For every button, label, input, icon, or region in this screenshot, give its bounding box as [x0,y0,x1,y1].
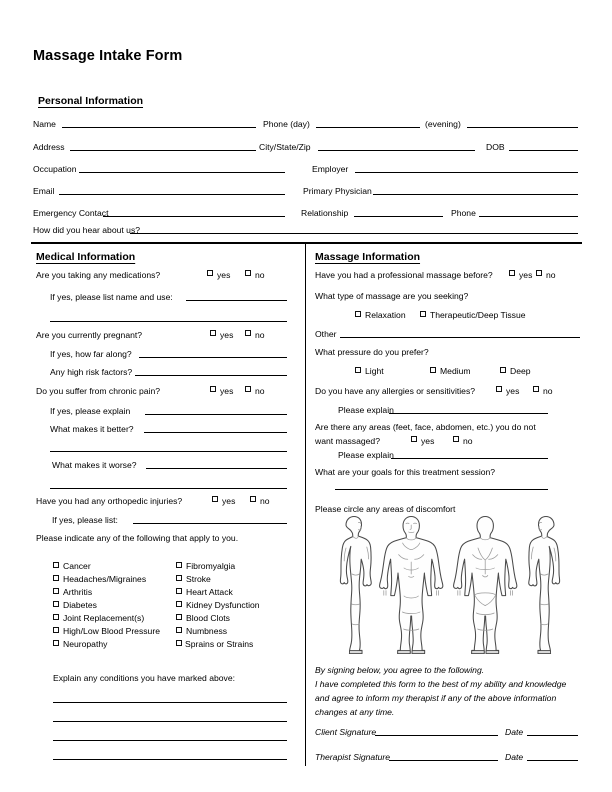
label-condition-heart-attack: Heart Attack [186,587,233,597]
input-therapist-signature[interactable] [389,760,498,761]
checkbox-pregnant-no[interactable] [245,330,251,336]
input-medications-followup-2[interactable] [50,321,287,322]
input-goals[interactable] [335,489,548,490]
section-heading-medical-information: Medical Information [36,251,136,263]
agreement-line-1: By signing below, you agree to the following. [315,665,485,675]
input-city-state-zip[interactable] [318,150,475,151]
input-explain-conditions-1[interactable] [53,702,287,703]
agreement-line-4: changes at any time. [315,707,395,717]
input-avoid-explain[interactable] [391,458,548,459]
label-client-signature: Client Signature [315,727,377,737]
input-chronic-worse-1[interactable] [146,468,287,469]
checkbox-chronic-pain-no[interactable] [245,386,251,392]
checkbox-condition-kidney-dysfunction[interactable] [176,601,182,607]
input-allergies-explain[interactable] [389,413,548,414]
question-goals: What are your goals for this treatment session? [315,467,496,477]
label-primary-physician: Primary Physician [303,186,372,196]
label-occupation: Occupation [33,164,77,174]
label-chronic-worse: What makes it worse? [52,460,137,470]
label-pregnant-risk: Any high risk factors? [50,367,133,377]
label-condition-stroke: Stroke [186,574,211,584]
label-hear-about-us: How did you hear about us? [33,225,141,235]
checkbox-condition-diabetes[interactable] [53,601,59,607]
checkbox-orthopedic-yes[interactable] [212,496,218,502]
input-explain-conditions-2[interactable] [53,721,287,722]
input-phone-day[interactable] [316,127,420,128]
label-circle-discomfort: Please circle any areas of discomfort [315,504,456,514]
label-pregnant-no: no [255,330,265,340]
checkbox-allergies-yes[interactable] [496,386,502,392]
body-figure-front [380,517,443,654]
checkbox-massage-type-relaxation[interactable] [355,311,361,317]
label-avoid-explain: Please explain [338,450,394,460]
label-condition-arthritis: Arthritis [63,587,93,597]
input-email[interactable] [59,194,285,195]
section-divider-vertical [305,244,306,766]
agreement-line-3: and agree to inform my therapist if any of the above information [315,693,557,703]
label-allergies-explain: Please explain [338,405,394,415]
label-therapist-date: Date [505,752,524,762]
label-condition-neuropathy: Neuropathy [63,639,108,649]
label-previous-massage-yes: yes [519,270,533,280]
label-condition-diabetes: Diabetes [63,600,97,610]
label-allergies-yes: yes [506,386,520,396]
label-phone-evening: (evening) [425,119,461,129]
checkbox-condition-heart-attack[interactable] [176,588,182,594]
body-diagram[interactable] [316,512,584,664]
agreement-line-2: I have completed this form to the best of my ability and knowledge [315,679,567,689]
input-primary-physician[interactable] [373,194,578,195]
section-heading-personal-information: Personal Information [38,95,144,107]
label-orthopedic-followup: If yes, please list: [52,515,118,525]
label-condition-kidney-dysfunction: Kidney Dysfunction [186,600,260,610]
label-avoid-areas-no: no [463,436,473,446]
checkbox-condition-sprains-or-strains[interactable] [176,640,182,646]
input-medications-followup-1[interactable] [186,300,287,301]
question-pressure: What pressure do you prefer? [315,347,429,357]
checkbox-condition-neuropathy[interactable] [53,640,59,646]
question-pregnant: Are you currently pregnant? [36,330,143,340]
label-orthopedic-yes: yes [222,496,236,506]
input-emergency-phone[interactable] [479,216,578,217]
input-chronic-better-1[interactable] [144,432,287,433]
question-avoid-areas-line2: want massaged? [315,436,380,446]
label-employer: Employer [312,164,349,174]
question-massage-type: What type of massage are you seeking? [315,291,469,301]
input-emergency-contact[interactable] [103,216,285,217]
checkbox-condition-blood-clots[interactable] [176,614,182,620]
checkbox-chronic-pain-yes[interactable] [210,386,216,392]
question-avoid-areas-line1: Are there any areas (feet, face, abdomen, etc.) you do not [315,422,536,432]
label-conditions-instruction: Please indicate any of the following that apply to you. [36,533,239,543]
label-phone-day: Phone (day) [263,119,310,129]
label-condition-cancer: Cancer [63,561,91,571]
label-avoid-areas-yes: yes [421,436,435,446]
label-orthopedic-no: no [260,496,270,506]
checkbox-medications-no[interactable] [245,270,251,276]
input-chronic-better-2[interactable] [50,451,287,452]
label-chronic-explain: If yes, please explain [50,406,131,416]
question-orthopedic: Have you had any orthopedic injuries? [36,496,183,506]
section-divider-horizontal [31,242,582,244]
label-relationship: Relationship [301,208,349,218]
checkbox-massage-type-therapeutic-deep-tissue[interactable] [420,311,426,317]
checkbox-condition-numbness[interactable] [176,627,182,633]
label-dob: DOB [486,142,505,152]
checkbox-pressure-medium[interactable] [430,367,436,373]
label-allergies-no: no [543,386,553,396]
label-name: Name [33,119,56,129]
label-pressure-deep: Deep [510,366,531,376]
checkbox-pregnant-yes[interactable] [210,330,216,336]
label-massage-type-other: Other [315,329,337,339]
body-figure-profile-left [340,517,371,654]
checkbox-orthopedic-no[interactable] [250,496,256,502]
input-phone-evening[interactable] [467,127,578,128]
input-employer[interactable] [355,172,578,173]
checkbox-avoid-areas-yes[interactable] [411,436,417,442]
label-email: Email [33,186,55,196]
input-client-signature[interactable] [375,735,498,736]
label-condition-blood-clots: Blood Clots [186,613,230,623]
label-condition-joint-replacements: Joint Replacement(s) [63,613,145,623]
label-pressure-light: Light [365,366,384,376]
label-pregnant-how-far: If yes, how far along? [50,349,132,359]
label-address: Address [33,142,65,152]
body-figure-back [454,517,517,654]
label-medications-yes: yes [217,270,231,280]
input-chronic-explain[interactable] [145,414,287,415]
question-chronic-pain: Do you suffer from chronic pain? [36,386,161,396]
checkbox-previous-massage-yes[interactable] [509,270,515,276]
question-medications: Are you taking any medications? [36,270,161,280]
checkbox-condition-joint-replacements[interactable] [53,614,59,620]
label-emergency-contact: Emergency Contact [33,208,109,218]
input-massage-type-other[interactable] [340,337,580,338]
label-pressure-medium: Medium [440,366,471,376]
input-explain-conditions-3[interactable] [53,740,287,741]
label-condition-fibromyalgia: Fibromyalgia [186,561,236,571]
label-explain-conditions: Explain any conditions you have marked above: [53,673,236,683]
checkbox-condition-headaches-migraines[interactable] [53,575,59,581]
label-chronic-better: What makes it better? [50,424,134,434]
label-previous-massage-no: no [546,270,556,280]
label-condition-blood-pressure: High/Low Blood Pressure [63,626,160,636]
checkbox-medications-yes[interactable] [207,270,213,276]
input-explain-conditions-4[interactable] [53,759,287,760]
checkbox-condition-cancer[interactable] [53,562,59,568]
checkbox-allergies-no[interactable] [533,386,539,392]
body-figure-profile-right [529,517,560,654]
label-city-state-zip: City/State/Zip [259,142,311,152]
input-dob[interactable] [509,150,578,151]
input-therapist-date[interactable] [527,760,578,761]
label-emergency-phone: Phone [451,208,476,218]
label-condition-numbness: Numbness [186,626,228,636]
page-title: Massage Intake Form [33,48,183,64]
label-chronic-pain-no: no [255,386,265,396]
checkbox-avoid-areas-no[interactable] [453,436,459,442]
input-chronic-worse-2[interactable] [50,488,287,489]
label-massage-type-therapeutic-deep-tissue: Therapeutic/Deep Tissue [430,310,526,320]
input-occupation[interactable] [79,172,285,173]
checkbox-condition-fibromyalgia[interactable] [176,562,182,568]
input-relationship[interactable] [354,216,443,217]
input-address[interactable] [70,150,256,151]
checkbox-pressure-light[interactable] [355,367,361,373]
input-name[interactable] [62,127,256,128]
checkbox-condition-arthritis[interactable] [53,588,59,594]
label-pregnant-yes: yes [220,330,234,340]
question-previous-massage: Have you had a professional massage before? [315,270,493,280]
section-heading-massage-information: Massage Information [315,251,421,263]
checkbox-condition-stroke[interactable] [176,575,182,581]
input-hear-about-us[interactable] [130,233,578,234]
label-condition-sprains-or-strains: Sprains or Strains [185,639,254,649]
question-allergies: Do you have any allergies or sensitivities? [315,386,476,396]
label-condition-headaches-migraines: Headaches/Migraines [63,574,147,584]
input-orthopedic-followup[interactable] [133,523,287,524]
checkbox-previous-massage-no[interactable] [536,270,542,276]
label-massage-type-relaxation: Relaxation [365,310,406,320]
input-pregnant-how-far[interactable] [139,357,287,358]
checkbox-pressure-deep[interactable] [500,367,506,373]
label-chronic-pain-yes: yes [220,386,234,396]
label-medications-followup: If yes, please list name and use: [50,292,173,302]
input-pregnant-risk[interactable] [135,375,287,376]
checkbox-condition-blood-pressure[interactable] [53,627,59,633]
label-client-date: Date [505,727,524,737]
label-medications-no: no [255,270,265,280]
label-therapist-signature: Therapist Signature [315,752,390,762]
input-client-date[interactable] [527,735,578,736]
